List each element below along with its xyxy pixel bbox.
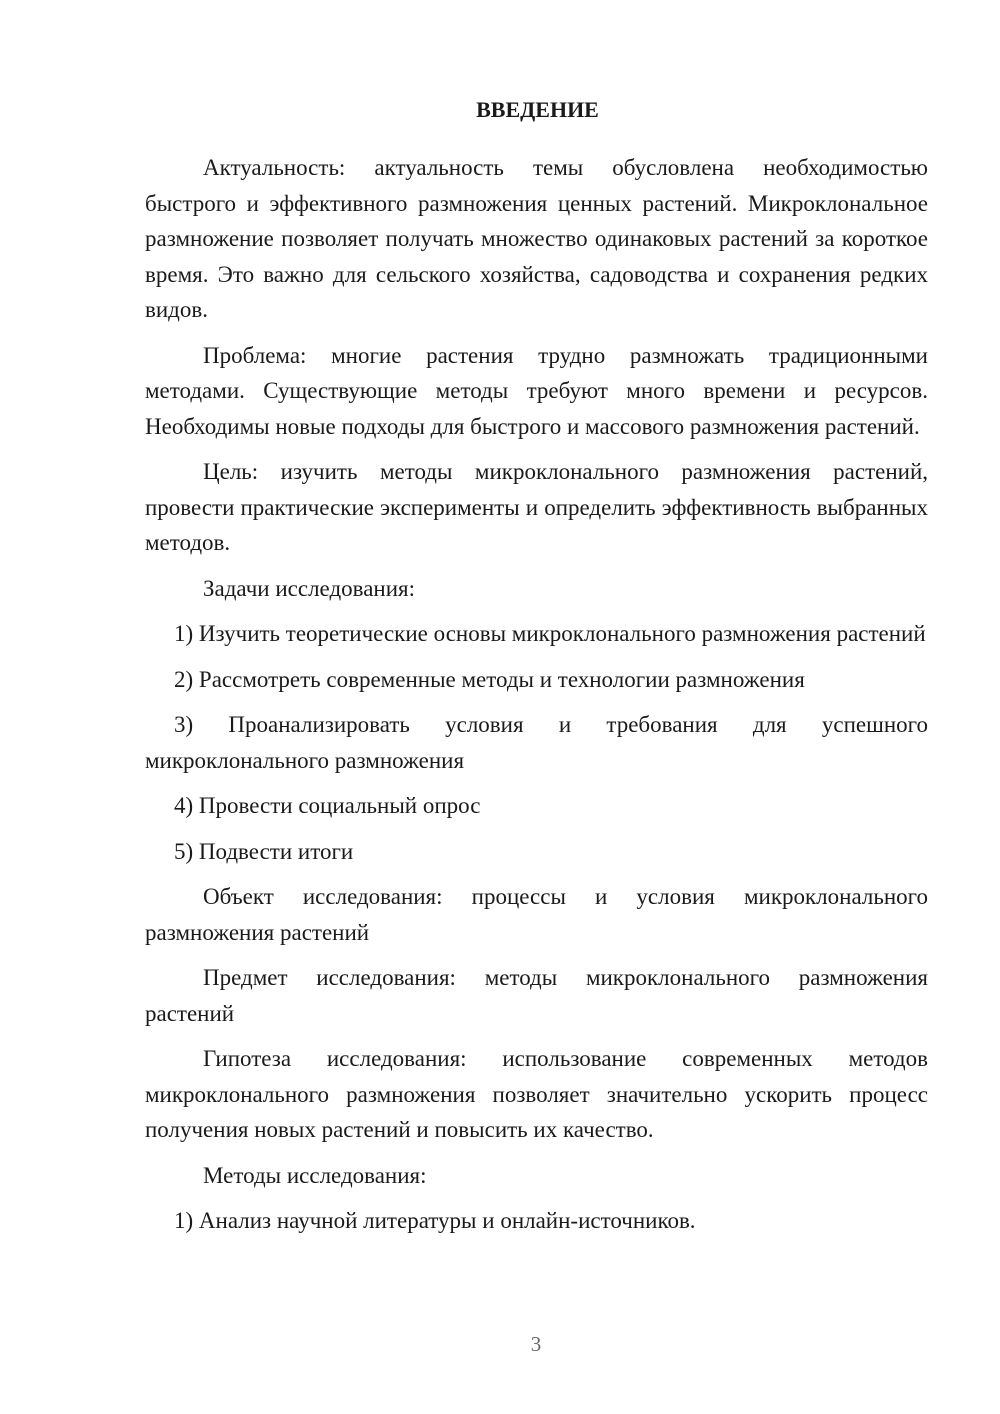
object-paragraph: Объект исследования: процессы и условия микроклонального размножения растений [145, 884, 928, 945]
task-item: 4) Провести социальный опрос [174, 793, 481, 818]
relevance-paragraph: Актуальность: актуальность темы обусловлена необходимостью быстрого и эффективного размножения ценных растений. Микроклональное размножение позволяет получать множество одинаковых растений за короткое время. Это важно для сельского хозяйства, садоводства и сохранения редких видов. [145, 155, 928, 322]
tasks-heading: Задачи исследования: [203, 575, 416, 601]
page-title: ВВЕДЕНИЕ [476, 97, 599, 122]
methods-heading: Методы исследования: [203, 1162, 427, 1188]
method-item: 1) Анализ научной литературы и онлайн-источников. [174, 1208, 696, 1233]
task-item: 5) Подвести итоги [174, 838, 354, 864]
page-number: 3 [530, 1332, 542, 1356]
hypothesis-paragraph: Гипотеза исследования: использование современных методов микроклонального размножения позволяет значительно ускорить процесс получения новых растений и повысить их качество. [145, 1046, 928, 1142]
task-item: 2) Рассмотреть современные методы и технологии размножения [174, 666, 805, 692]
page-content [145, 92, 928, 1249]
task-item: 1) Изучить теоретические основы микроклонального размножения растений [174, 621, 926, 646]
goal-paragraph: Цель: изучить методы микроклонального размножения растений, провести практические эксперименты и определить эффективность выбранных методов. [145, 459, 928, 555]
subject-paragraph: Предмет исследования: методы микроклонального размножения растений [145, 965, 928, 1026]
task-item: 3) Проанализировать условия и требования для успешного микроклонального размножения [145, 712, 928, 773]
problem-paragraph: Проблема: многие растения трудно размножать традиционными методами. Существующие методы требуют много времени и ресурсов. Необходимы новые подходы для быстрого и массового размножения растений. [145, 342, 928, 439]
